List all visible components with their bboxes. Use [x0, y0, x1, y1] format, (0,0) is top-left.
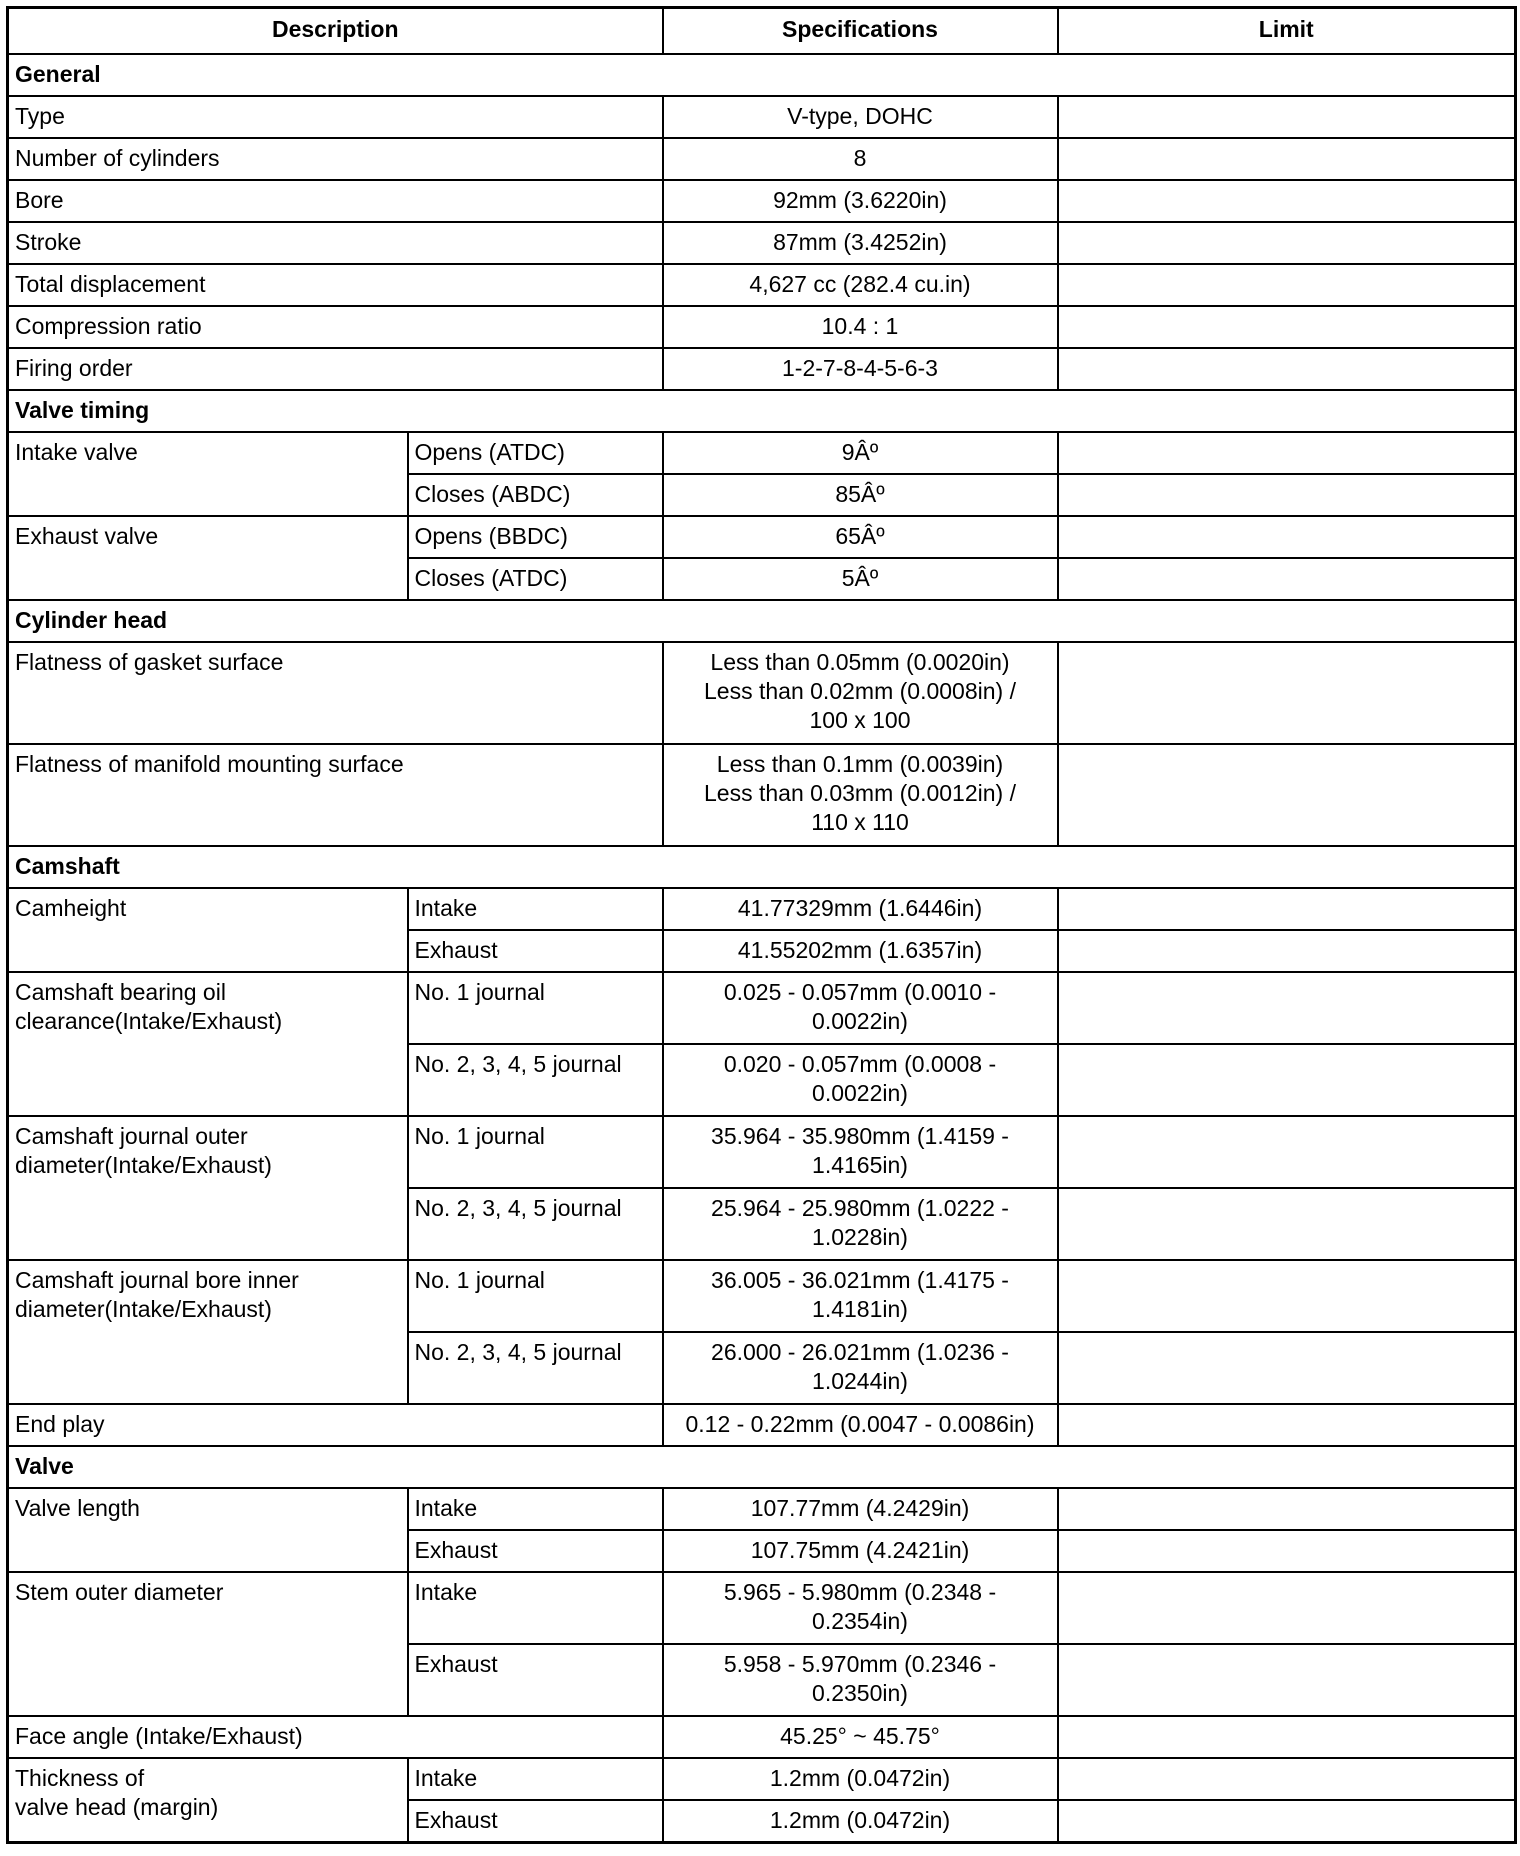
table-row [8, 1404, 1516, 1446]
spec-cell: 92mm (3.6220in) [663, 180, 1058, 222]
desc-line: valve head (margin) [15, 1794, 219, 1820]
desc-cell: Stroke [8, 222, 663, 264]
spec-cell: 85Âº [663, 474, 1058, 516]
spec-line: Less than 0.03mm (0.0012in) / [704, 780, 1016, 806]
header-description: Description [8, 8, 663, 55]
limit-cell [1058, 888, 1516, 930]
table-row [8, 1758, 1516, 1800]
spec-line: 1.0228in) [812, 1224, 908, 1250]
header-specifications: Specifications [663, 8, 1058, 55]
spec-line: Less than 0.1mm (0.0039in) [716, 751, 1004, 777]
spec-line: 0.0022in) [812, 1008, 908, 1034]
sub-desc-cell: Intake [408, 1572, 663, 1644]
table-row [8, 1716, 1516, 1758]
spec-cell: 0.12 - 0.22mm (0.0047 - 0.0086in) [663, 1404, 1058, 1446]
sub-desc-cell: Closes (ABDC) [408, 474, 663, 516]
spec-line: 0.025 - 0.057mm (0.0010 - [723, 979, 997, 1005]
spec-cell: 107.75mm (4.2421in) [663, 1530, 1058, 1572]
limit-cell [1058, 96, 1516, 138]
spec-cell [663, 1188, 1058, 1260]
section-title-valve: Valve [8, 1446, 1516, 1488]
desc-line: diameter(Intake/Exhaust) [15, 1296, 272, 1322]
desc-line: clearance(Intake/Exhaust) [15, 1008, 283, 1034]
engine-spec-table [6, 6, 1517, 1844]
spec-line: 110 x 110 [811, 809, 909, 835]
spec-line: 5.958 - 5.970mm (0.2346 - [723, 1651, 997, 1677]
spec-cell [663, 972, 1058, 1044]
spec-line: 0.2350in) [812, 1680, 908, 1706]
section-row [8, 54, 1516, 96]
spec-line: Less than 0.05mm (0.0020in) [710, 649, 1010, 675]
limit-cell [1058, 1188, 1516, 1260]
spec-cell [663, 1332, 1058, 1404]
spec-line: 0.2354in) [812, 1608, 908, 1634]
section-row [8, 1446, 1516, 1488]
spec-line: 1.0244in) [812, 1368, 908, 1394]
header-row [8, 8, 1516, 55]
section-title-valve-timing: Valve timing [8, 390, 1516, 432]
desc-cell: Compression ratio [8, 306, 663, 348]
table-row [8, 888, 1516, 930]
limit-cell [1058, 642, 1516, 744]
desc-line: Thickness of [15, 1765, 145, 1791]
desc-cell: Stem outer diameter [8, 1572, 408, 1716]
desc-cell [8, 972, 408, 1116]
section-title-cylinder-head: Cylinder head [8, 600, 1516, 642]
table-row [8, 348, 1516, 390]
table-row [8, 744, 1516, 846]
sub-desc-cell: Opens (BBDC) [408, 516, 663, 558]
limit-cell [1058, 930, 1516, 972]
limit-cell [1058, 1758, 1516, 1800]
spec-cell [663, 1116, 1058, 1188]
limit-cell [1058, 1260, 1516, 1332]
limit-cell [1058, 306, 1516, 348]
desc-line: Camshaft journal bore inner [15, 1267, 299, 1293]
spec-line: 100 x 100 [809, 707, 911, 733]
spec-cell: 10.4 : 1 [663, 306, 1058, 348]
sub-desc-cell: No. 1 journal [408, 972, 663, 1044]
limit-cell [1058, 1488, 1516, 1530]
desc-line: diameter(Intake/Exhaust) [15, 1152, 272, 1178]
spec-line: 26.000 - 26.021mm (1.0236 - [711, 1339, 1009, 1365]
limit-cell [1058, 1716, 1516, 1758]
section-row [8, 600, 1516, 642]
sub-desc-cell: Opens (ATDC) [408, 432, 663, 474]
table-row [8, 138, 1516, 180]
desc-cell: Face angle (Intake/Exhaust) [8, 1716, 663, 1758]
table-row [8, 264, 1516, 306]
spec-line: 35.964 - 35.980mm (1.4159 - [711, 1123, 1009, 1149]
limit-cell [1058, 558, 1516, 600]
section-title-general: General [8, 54, 1516, 96]
table-row [8, 516, 1516, 558]
table-row [8, 1116, 1516, 1188]
limit-cell [1058, 1116, 1516, 1188]
limit-cell [1058, 1332, 1516, 1404]
sub-desc-cell: No. 1 journal [408, 1116, 663, 1188]
desc-cell: Number of cylinders [8, 138, 663, 180]
sub-desc-cell: Exhaust [408, 1800, 663, 1842]
sub-desc-cell: Intake [408, 1758, 663, 1800]
limit-cell [1058, 1404, 1516, 1446]
limit-cell [1058, 972, 1516, 1044]
spec-cell: 107.77mm (4.2429in) [663, 1488, 1058, 1530]
spec-cell: 65Âº [663, 516, 1058, 558]
desc-cell: Firing order [8, 348, 663, 390]
desc-cell [8, 1116, 408, 1260]
desc-line: Camshaft journal outer [15, 1123, 248, 1149]
limit-cell [1058, 1572, 1516, 1644]
section-title-camshaft: Camshaft [8, 846, 1516, 888]
spec-line: 0.020 - 0.057mm (0.0008 - [723, 1051, 997, 1077]
limit-cell [1058, 1800, 1516, 1842]
spec-line: Less than 0.02mm (0.0008in) / [704, 678, 1016, 704]
table-row [8, 1572, 1516, 1644]
spec-line: 36.005 - 36.021mm (1.4175 - [711, 1267, 1009, 1293]
table-row [8, 180, 1516, 222]
section-row [8, 390, 1516, 432]
desc-cell: Flatness of manifold mounting surface [8, 744, 663, 846]
spec-cell: 1-2-7-8-4-5-6-3 [663, 348, 1058, 390]
spec-cell [663, 642, 1058, 744]
spec-cell: 41.77329mm (1.6446in) [663, 888, 1058, 930]
spec-cell: 4,627 cc (282.4 cu.in) [663, 264, 1058, 306]
desc-cell: Total displacement [8, 264, 663, 306]
limit-cell [1058, 222, 1516, 264]
spec-cell [663, 1044, 1058, 1116]
spec-cell: 41.55202mm (1.6357in) [663, 930, 1058, 972]
sub-desc-cell: Intake [408, 1488, 663, 1530]
sub-desc-cell: No. 1 journal [408, 1260, 663, 1332]
desc-cell: Flatness of gasket surface [8, 642, 663, 744]
spec-cell: 87mm (3.4252in) [663, 222, 1058, 264]
spec-line: 1.4165in) [812, 1152, 908, 1178]
table-row [8, 306, 1516, 348]
spec-cell [663, 1572, 1058, 1644]
sub-desc-cell: No. 2, 3, 4, 5 journal [408, 1332, 663, 1404]
limit-cell [1058, 516, 1516, 558]
desc-cell: Bore [8, 180, 663, 222]
sub-desc-cell: Exhaust [408, 1644, 663, 1716]
sub-desc-cell: Exhaust [408, 1530, 663, 1572]
spec-cell: 9Âº [663, 432, 1058, 474]
spec-cell [663, 1644, 1058, 1716]
spec-line: 0.0022in) [812, 1080, 908, 1106]
limit-cell [1058, 1044, 1516, 1116]
limit-cell [1058, 474, 1516, 516]
limit-cell [1058, 180, 1516, 222]
table-row [8, 642, 1516, 744]
desc-cell [8, 1758, 408, 1842]
spec-cell: V-type, DOHC [663, 96, 1058, 138]
desc-cell: Camheight [8, 888, 408, 972]
sub-desc-cell: No. 2, 3, 4, 5 journal [408, 1188, 663, 1260]
spec-line: 5.965 - 5.980mm (0.2348 - [723, 1579, 997, 1605]
limit-cell [1058, 432, 1516, 474]
desc-cell: End play [8, 1404, 663, 1446]
spec-cell [663, 744, 1058, 846]
limit-cell [1058, 1644, 1516, 1716]
limit-cell [1058, 264, 1516, 306]
sub-desc-cell: No. 2, 3, 4, 5 journal [408, 1044, 663, 1116]
spec-cell: 5Âº [663, 558, 1058, 600]
spec-cell [663, 1260, 1058, 1332]
sub-desc-cell: Intake [408, 888, 663, 930]
sub-desc-cell: Closes (ATDC) [408, 558, 663, 600]
table-row [8, 1488, 1516, 1530]
table-row [8, 1260, 1516, 1332]
limit-cell [1058, 348, 1516, 390]
table-row [8, 222, 1516, 264]
desc-cell [8, 1260, 408, 1404]
spec-line: 1.4181in) [812, 1296, 908, 1322]
desc-cell: Type [8, 96, 663, 138]
spec-cell: 45.25° ~ 45.75° [663, 1716, 1058, 1758]
header-limit: Limit [1058, 8, 1516, 55]
desc-cell: Exhaust valve [8, 516, 408, 600]
section-row [8, 846, 1516, 888]
limit-cell [1058, 138, 1516, 180]
desc-cell: Valve length [8, 1488, 408, 1572]
table-row [8, 432, 1516, 474]
spec-cell: 1.2mm (0.0472in) [663, 1758, 1058, 1800]
limit-cell [1058, 1530, 1516, 1572]
table-row [8, 96, 1516, 138]
spec-cell: 1.2mm (0.0472in) [663, 1800, 1058, 1842]
limit-cell [1058, 744, 1516, 846]
spec-cell: 8 [663, 138, 1058, 180]
spec-line: 25.964 - 25.980mm (1.0222 - [711, 1195, 1009, 1221]
desc-line: Camshaft bearing oil [15, 979, 226, 1005]
table-row [8, 972, 1516, 1044]
desc-cell: Intake valve [8, 432, 408, 516]
sub-desc-cell: Exhaust [408, 930, 663, 972]
